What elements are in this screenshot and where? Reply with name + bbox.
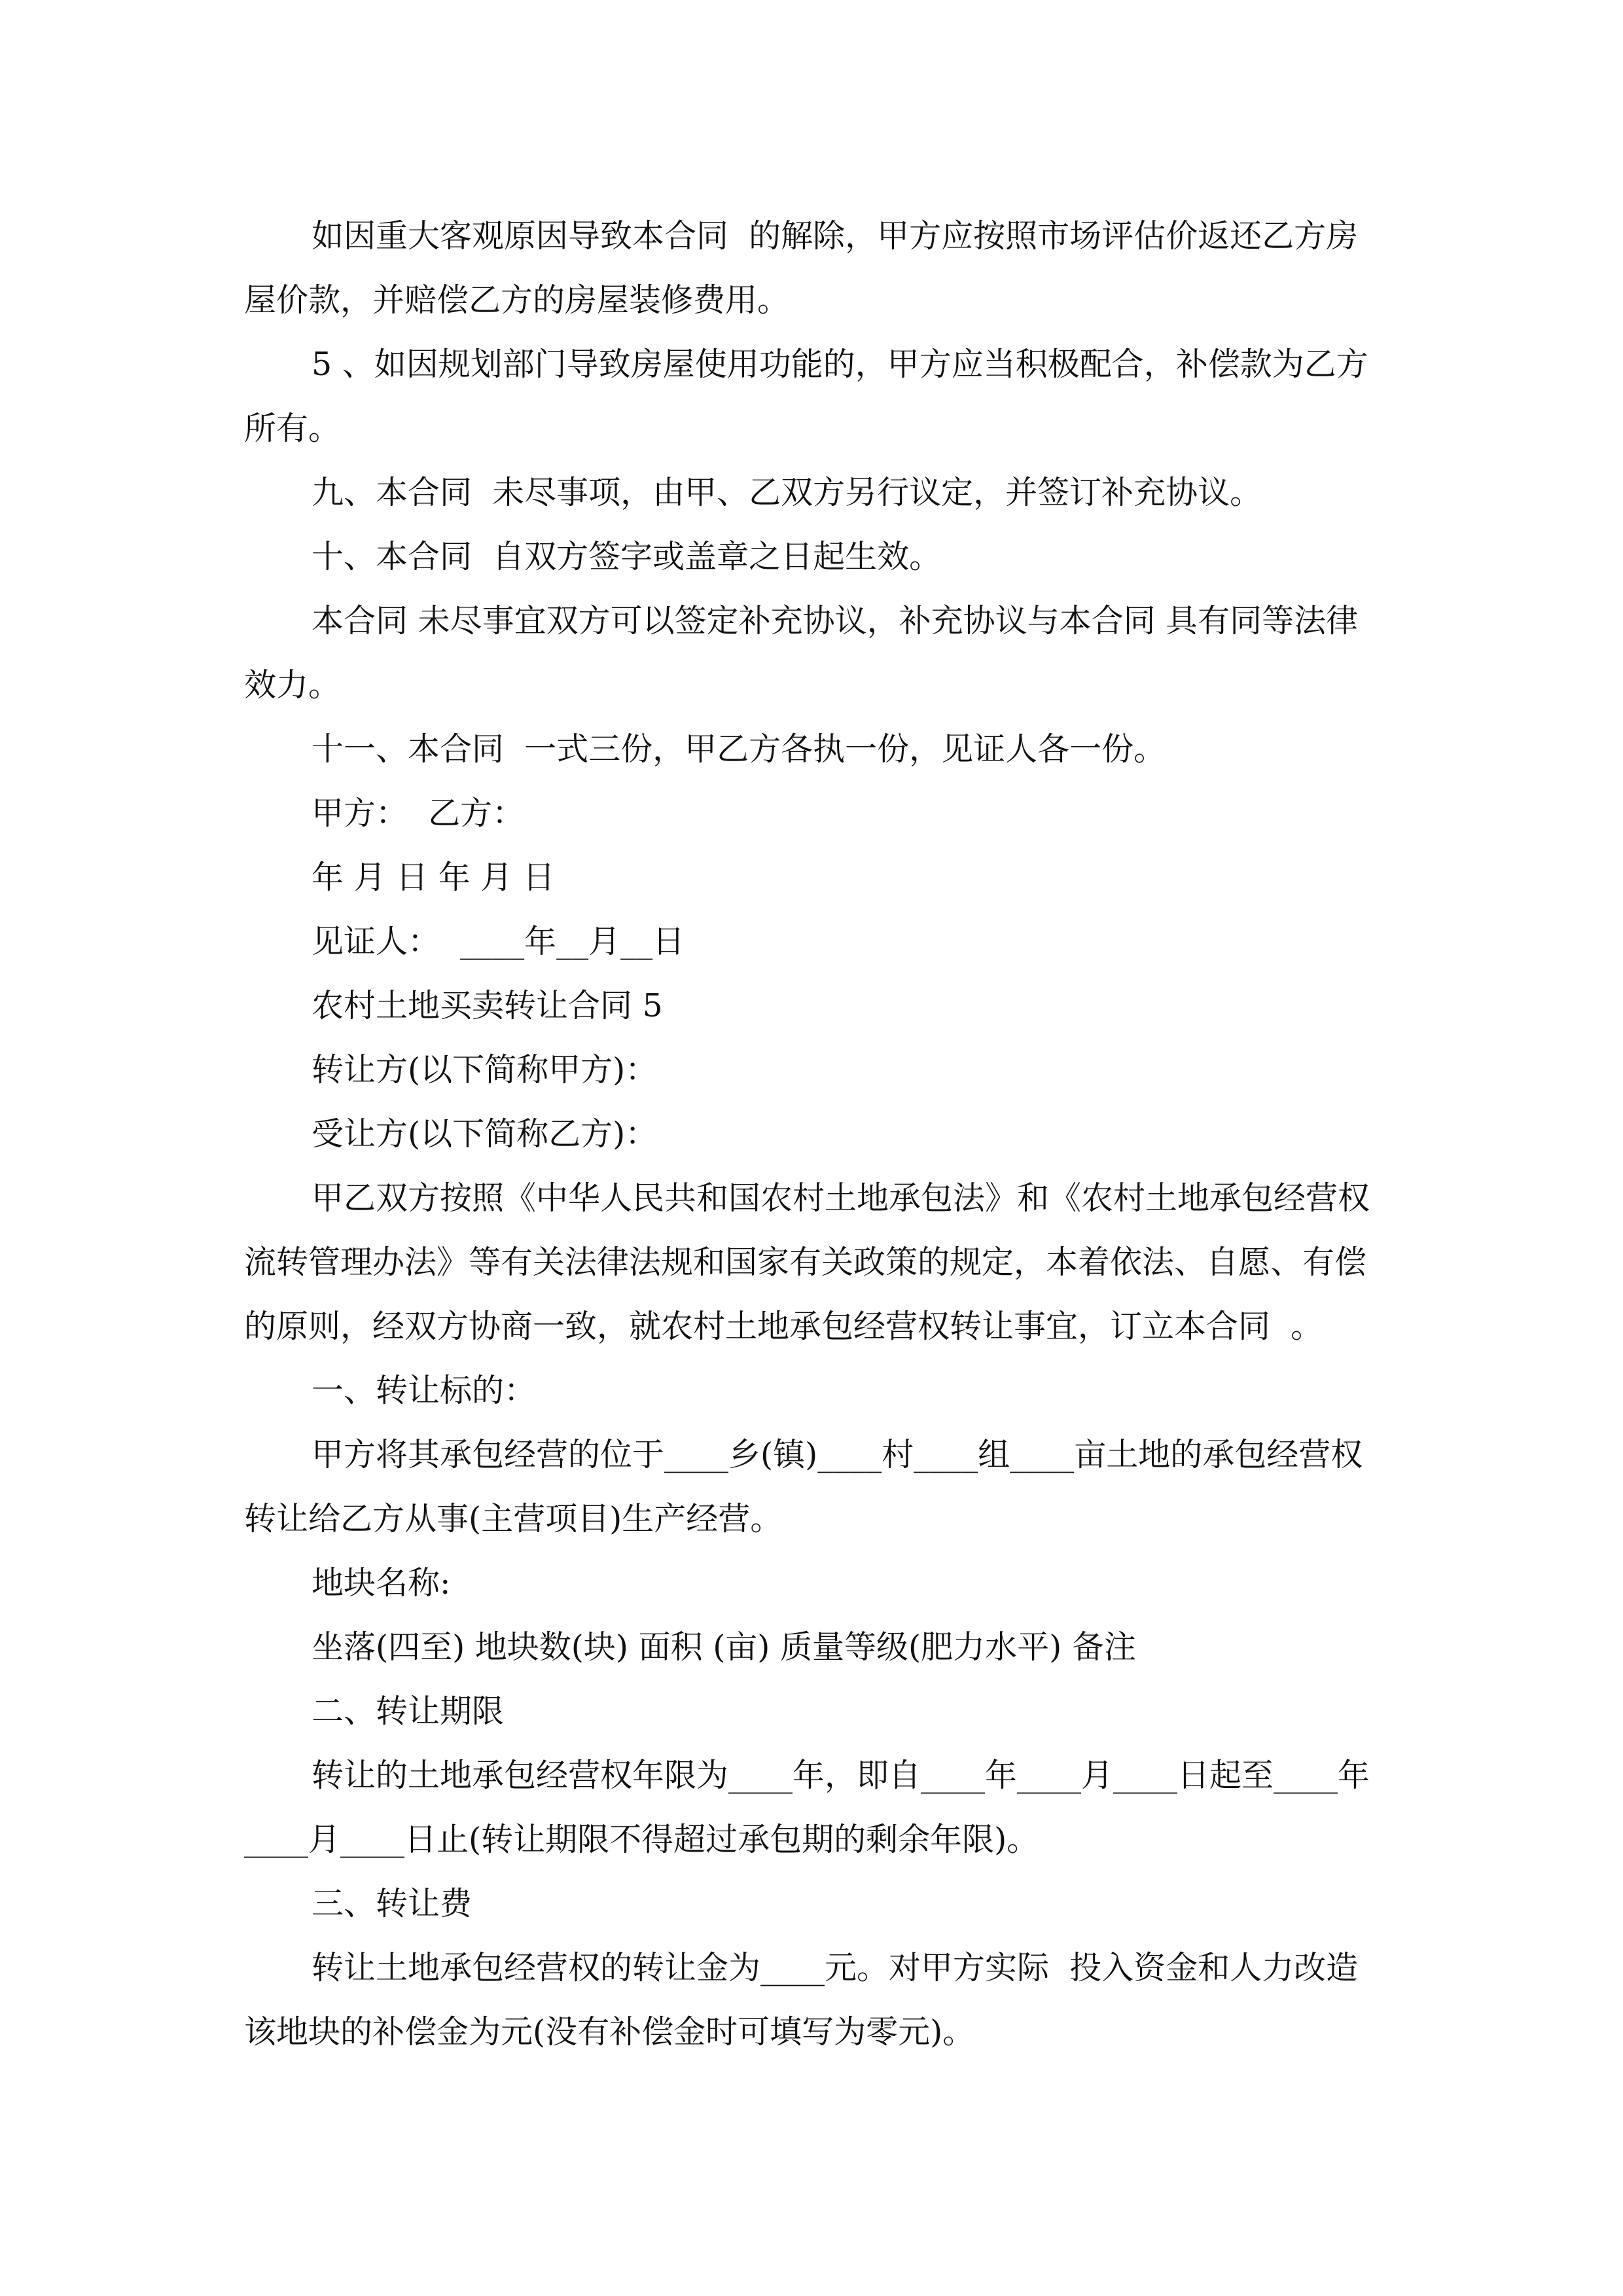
signature-date-line: 年 月 日 年 月 日	[312, 859, 555, 896]
section-heading: 一、转让标的：	[312, 1372, 537, 1409]
witness-line: 见证人： ____年__月__日	[312, 923, 685, 960]
paragraph: 地块名称:	[312, 1564, 451, 1602]
paragraph: 十、本合同 自双方签字或盖章之日起生效。	[312, 538, 942, 575]
paragraph: 5 、如因规划部门导致房屋使用功能的，甲方应当积极配合，补偿款为乙方所有。	[244, 346, 1368, 447]
section-heading: 二、转让期限	[312, 1693, 505, 1730]
paragraph: 转让土地承包经营权的转让金为____元。对甲方实际 投入资金和人力改造该地块的补偿金为元(没有补偿金时可填写为零元)。	[244, 1949, 1359, 2051]
paragraph: 十一、本合同 一式三份，甲乙方各执一份，见证人各一份。	[312, 730, 1166, 768]
paragraph: 甲方将其承包经营的位于____乡(镇)____村____组____亩土地的承包经营权转让给乙方从事(主营项目)生产经营。	[244, 1436, 1363, 1537]
transferor-line: 转让方(以下简称甲方)：	[312, 1051, 658, 1088]
contract-body	[244, 204, 1380, 2064]
paragraph: 九、本合同 未尽事项，由甲、乙双方另行议定，并签订补充协议。	[312, 474, 1262, 511]
transferee-line: 受让方(以下简称乙方)：	[312, 1115, 658, 1153]
section-heading: 三、转让费	[312, 1885, 473, 1922]
table-header-line: 坐落(四至) 地块数(块) 面积 (亩) 质量等级(肥力水平) 备注	[312, 1628, 1136, 1666]
paragraph: 本合同 未尽事宜双方可以签定补充协议，补充协议与本合同 具有同等法律效力。	[244, 602, 1359, 704]
paragraph: 甲乙双方按照《中华人民共和国农村土地承包法》和《农村土地承包经营权流转管理办法》等有关法律法规和国家有关政策的规定，本着依法、自愿、有偿的原则，经双方协商一致，就农村土地承包经营权转让事宜，订立本合同 。	[244, 1179, 1370, 1345]
paragraph: 如因重大客观原因导致本合同 的解除，甲方应按照市场评估价返还乙方房屋价款，并赔偿乙方的房屋装修费用。	[244, 217, 1359, 319]
contract-title: 农村土地买卖转让合同 5	[312, 987, 663, 1024]
signature-parties-line: 甲方： 乙方：	[312, 795, 525, 832]
paragraph: 转让的土地承包经营权年限为____年，即自____年____月____日起至____年____月____日止(转让期限不得超过承包期的剩余年限)。	[244, 1757, 1370, 1858]
